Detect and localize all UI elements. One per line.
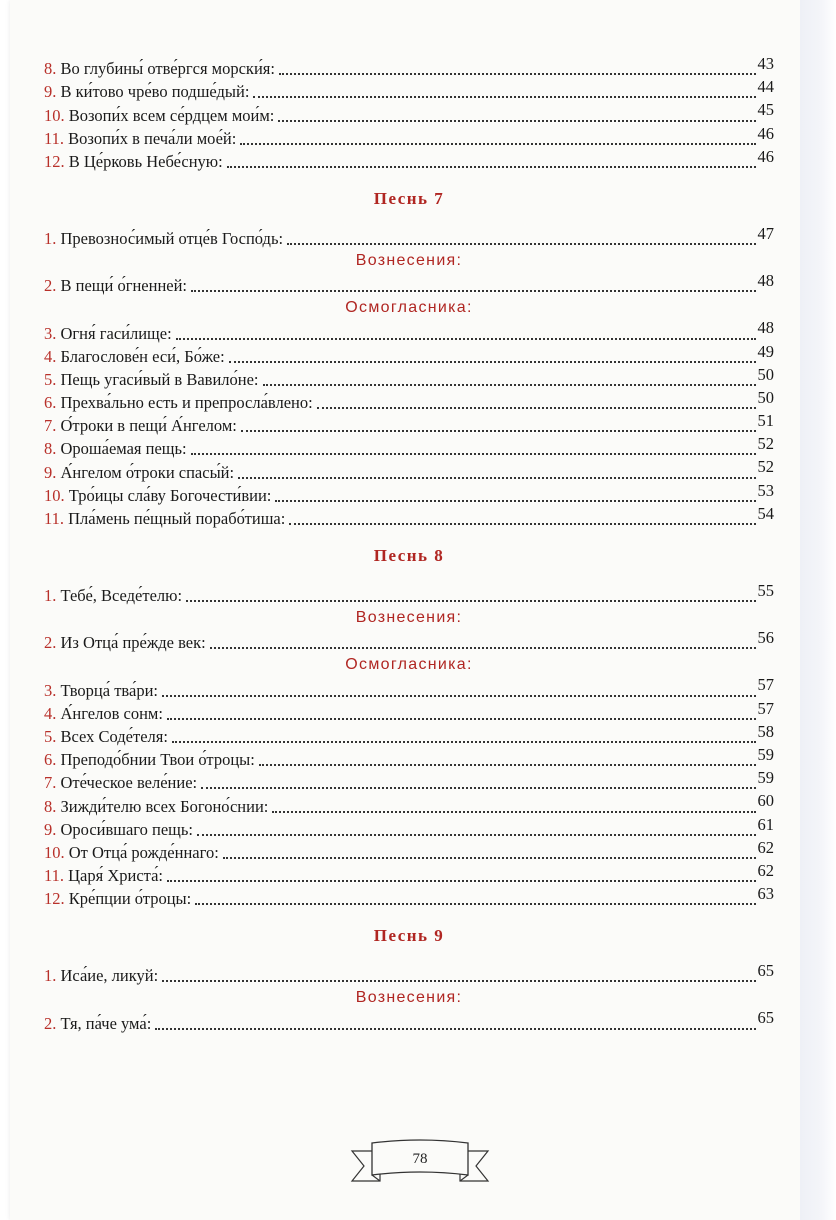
toc-entry[interactable] [44,146,774,172]
dot-leader [275,500,755,502]
dot-leader [197,834,756,836]
entry-number: 5. [44,726,57,746]
dot-leader [263,384,756,386]
toc-entry[interactable] [44,364,774,390]
toc-entry[interactable] [44,886,774,909]
entry-page: 52 [757,434,774,454]
dot-leader [210,647,756,649]
toc-entry[interactable] [44,320,774,343]
entry-page: 45 [757,100,774,120]
dot-leader [229,361,756,363]
entry-number: 12. [44,889,65,909]
entry-page: 43 [757,54,774,73]
entry-page: 48 [757,318,774,338]
dot-leader [289,523,755,525]
page-edge [800,0,836,1220]
dot-leader [259,764,756,766]
entry-number: 1. [44,966,57,986]
entry-number: 11. [44,509,65,528]
octoechos-subheading: Осмогласника: [345,656,473,674]
toc-entry[interactable] [44,770,774,793]
entry-number: 10. [44,105,65,125]
entry-page: 62 [757,837,774,857]
entry-title: Благослове́н еси́, Бо́же: [60,346,225,366]
entry-number: 5. [44,369,57,389]
entry-title: Тебе́, Вседе́телю: [60,586,183,606]
entry-title: В ки́тово чре́во подше́дый: [60,82,250,102]
toc-entry[interactable] [44,721,774,747]
dot-leader [186,600,755,602]
entry-title: Тро́ицы сла́ву Богочести́вии: [68,485,272,505]
entry-number: 3. [44,680,57,700]
entry-title: Всех Соде́теля: [60,726,168,746]
entry-page: 59 [757,744,774,764]
table-of-contents [44,56,774,1034]
entry-title: Пла́мень пе́щный порабо́тиша: [68,509,286,528]
entry-page: 61 [757,814,774,834]
ascension-subheading: Вознесения: [355,989,463,1007]
entry-number: 4. [44,346,57,366]
toc-entry[interactable] [44,1010,774,1033]
book-page [10,0,800,1220]
entry-title: Тя, па́че ума́: [60,1013,152,1033]
entry-number: 2. [44,1013,57,1033]
toc-entry[interactable] [44,480,774,506]
toc-entry[interactable] [44,436,774,459]
entry-title: А́нгелов сонм: [60,703,163,723]
entry-number: 9. [44,819,57,839]
ode-9-heading: Песнь 9 [373,926,445,946]
toc-entry[interactable] [44,79,774,102]
toc-entry[interactable] [44,341,774,367]
toc-entry[interactable] [44,273,774,296]
entry-page: 44 [757,77,774,97]
dot-leader [191,290,755,292]
entry-number: 11. [44,128,65,148]
entry-number: 8. [44,439,57,459]
dot-leader [191,453,756,455]
dot-leader [167,718,756,720]
dot-leader [201,787,755,789]
entry-title: Во глубины́ отве́ргся морски́я: [60,59,275,79]
entry-page: 50 [757,364,774,384]
entry-number: 6. [44,393,57,413]
page-number: 78 [412,1151,428,1167]
dot-leader [241,430,756,432]
dot-leader [272,811,755,813]
entry-page: 63 [757,884,774,904]
entry-number: 2. [44,276,57,296]
entry-page: 52 [757,457,774,477]
entry-page: 60 [757,791,774,811]
dot-leader [172,741,756,743]
toc-entry[interactable] [44,677,774,700]
toc-entry[interactable] [44,630,774,653]
dot-leader [287,243,755,245]
entry-number: 8. [44,796,57,816]
toc-entry[interactable] [44,583,774,606]
entry-title: Превознос́имый отце́в Госпо́дь: [60,229,284,249]
entry-title: Возопи́х всем се́рдцем мои́м: [68,105,275,125]
entry-number: 10. [44,842,65,862]
ode-8-heading: Песнь 8 [373,546,445,565]
entry-number: 1. [44,229,57,249]
toc-entry[interactable] [44,793,774,816]
entry-number: 7. [44,416,57,436]
entry-title: Оте́ческое веле́ние: [60,773,198,793]
entry-title: Иса́ие, ликуй: [60,966,159,986]
entry-page: 47 [757,223,774,243]
ascension-subheading: Вознесения: [355,609,463,627]
entry-page: 56 [757,628,774,648]
entry-title: Огня́ гаси́лище: [60,323,172,343]
toc-entry[interactable] [44,744,774,770]
entry-number: 10. [44,485,65,505]
entry-title: Кре́пции о́троцы: [68,889,192,909]
entry-title: Возопи́х в печа́ли мое́й: [68,128,237,148]
toc-entry[interactable] [44,123,774,149]
dot-leader [195,903,755,905]
entry-number: 11. [44,866,65,886]
toc-entry[interactable] [44,814,774,840]
dot-leader [155,1028,755,1030]
entry-title: Ороси́вшаго пещь: [60,819,193,839]
toc-entry[interactable] [44,698,774,724]
entry-number: 12. [44,151,65,171]
entry-title: Прехва́льно есть и препросла́влено: [60,393,313,413]
entry-page: 62 [757,860,774,880]
dot-leader [227,166,756,168]
toc-entry[interactable] [44,223,774,249]
dot-leader [240,143,755,145]
entry-page: 51 [757,411,774,431]
entry-title: В Це́рковь Небе́сную: [68,151,223,171]
entry-page: 53 [757,480,774,500]
entry-title: В пещи́ о́гненней: [60,276,188,296]
toc-entry[interactable] [44,102,774,125]
toc-entry[interactable] [44,503,774,529]
dot-leader [238,477,755,479]
dot-leader [176,338,756,340]
ascension-subheading: Вознесения: [355,252,463,270]
entry-number: 9. [44,462,57,482]
dot-leader [253,96,755,98]
entry-page: 65 [757,961,774,981]
entry-title: А́нгелом о́троки спасы́й: [60,462,235,482]
dot-leader [167,880,756,882]
entry-number: 3. [44,323,57,343]
toc-entry[interactable] [44,860,774,886]
toc-entry[interactable] [44,963,774,986]
entry-page: 58 [757,721,774,741]
entry-number: 4. [44,703,57,723]
octoechos-subheading: Осмогласника: [345,299,473,317]
dot-leader [162,980,755,982]
entry-page: 46 [757,123,774,143]
toc-entry[interactable] [44,56,774,79]
entry-title: Творца́ тва́ри: [60,680,158,700]
dot-leader [223,857,756,859]
dot-leader [279,73,756,75]
dot-leader [278,120,755,122]
entry-title: Зижди́телю всех Богоно́снии: [60,796,269,816]
entry-number: 2. [44,633,57,653]
toc-entry[interactable] [44,387,774,413]
toc-entry[interactable] [44,413,774,436]
entry-title: Царя́ Христа́: [68,866,163,886]
toc-entry[interactable] [44,837,774,863]
entry-page: 65 [757,1008,774,1028]
entry-title: От Отца́ рожде́ннаго: [68,842,219,862]
entry-page: 59 [757,768,774,788]
entry-number: 9. [44,82,57,102]
entry-page: 57 [757,675,774,695]
entry-page: 54 [757,503,774,523]
entry-page: 49 [757,341,774,361]
entry-title: Из Отца́ пре́жде век: [60,633,206,653]
entry-title: О́троки в пещи́ А́нгелом: [60,416,237,436]
entry-number: 1. [44,586,57,606]
entry-page: 55 [757,581,774,600]
dot-leader [162,695,756,697]
dot-leader [317,407,756,409]
entry-title: Преподо́бнии Твои о́троцы: [60,750,255,770]
entry-number: 8. [44,59,57,79]
ode-7-heading: Песнь 7 [373,188,445,208]
entry-page: 50 [757,387,774,407]
entry-number: 7. [44,773,57,793]
entry-page: 48 [757,271,774,291]
entry-page: 57 [757,698,774,718]
page-number-ribbon [350,1135,490,1189]
entry-title: Ороша́емая пещь: [60,439,187,459]
entry-page: 46 [757,146,774,166]
entry-number: 6. [44,750,57,770]
toc-entry[interactable] [44,459,774,482]
entry-title: Пещь угаси́вый в Вавило́не: [60,369,259,389]
